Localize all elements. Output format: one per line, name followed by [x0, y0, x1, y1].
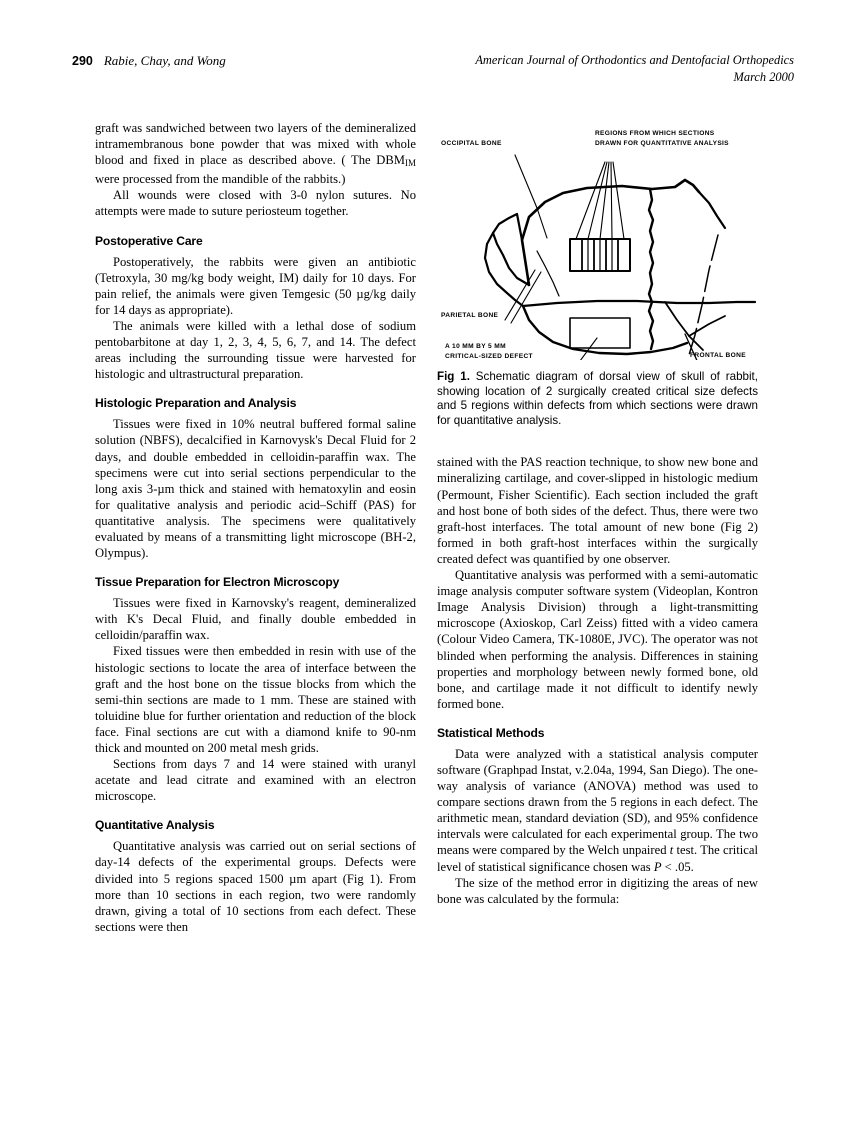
heading-histologic-preparation: Histologic Preparation and Analysis	[95, 396, 297, 411]
running-head	[72, 52, 794, 92]
figure-label-occipital-bone: OCCIPITAL BONE	[441, 140, 502, 147]
paragraph-postoperative: Postoperatively, the rabbits were given an antibiotic (Tetroxyla, 30 mg/kg body weight, IM) daily for 10 days. For pain relief, the animals were given Temgesic (50 µg/kg daily for 14 days as appropriate).	[95, 254, 416, 317]
figure-1	[437, 120, 758, 428]
paragraph-killed: The animals were killed with a lethal dose of sodium pentobarbitone at day 1, 2, 3, 4, 5, 6, 7, and 14. The defect areas including the surrounding tissue were harvested for histologic and ultrastructural preparation.	[95, 318, 416, 382]
paragraph-fixed-tissues: Fixed tissues were then embedded in resin with use of the histologic sections to locate the area of interface between the graft and the host bone on the tissue blocks from which the semi-thin sections are made to 1 mm. These are stained with toluidine blue for further orientation and reduction of the block face. Final sections are cut with a diamond knife to 90-nm thick and mounted on 200 metal mesh grids.	[95, 644, 416, 755]
figure-label-regions-line1: REGIONS FROM WHICH SECTIONS	[595, 130, 715, 137]
figure-label-parietal-bone: PARIETAL BONE	[441, 312, 499, 319]
figure-1-caption-label: Fig 1.	[437, 370, 470, 383]
paragraph-statistics-part2: test. The critical level of statistical significance chosen was	[437, 843, 758, 874]
page-number: 290	[72, 54, 93, 68]
paragraph-sections-days: Sections from days 7 and 14 were stained with uranyl acetate and lead citrate and examined with an electron microscope.	[95, 757, 416, 804]
figure-1-caption	[437, 370, 758, 428]
paragraph-graft-part2: were processed from the mandible of the rabbits.)	[95, 172, 346, 187]
figure-label-defect-line2: CRITICAL-SIZED DEFECT	[445, 353, 533, 360]
running-head-left	[72, 52, 226, 70]
heading-statistical-methods: Statistical Methods	[437, 725, 545, 740]
running-head-authors: Rabie, Chay, and Wong	[103, 53, 226, 68]
paragraph-wounds: All wounds were closed with 3-0 nylon sutures. No attempts were made to suture periosteum together.	[95, 188, 416, 219]
paragraph-graft-part1: graft was sandwiched between two layers of the demineralized intramembranous bone powder that was mixed with whole blood and fixed in place as described above. ( The DBM	[95, 121, 416, 168]
paragraph-image-analysis: Quantitative analysis was performed with a semi-automatic image analysis computer software system (Videoplan, Kontron Image Analysis Division) through a light-transmitting microscope (Axioskop, Carl Zeiss) fitted with a video camera (Colour Video Camera, TK-1080E, JVC). The operator was not blinded when performing the analysis. Differences in staining properties and morphology between newly formed bone, old bone, and cartilage made it not difficult to identify newly formed bone.	[437, 568, 758, 711]
paragraph-graft	[95, 120, 416, 187]
dbm-subscript: IM	[405, 158, 416, 169]
paragraph-pas-stain: stained with the PAS reaction technique, to show new bone and mineralizing cartilage, and cover-slipped in histologic medium (Permount, Fisher Scientific). Each section included the graft and host bone of both sides of the defect. Thus, there were two graft-host interfaces. The total amount of new bone (Fig 2) formed in both graft-host interfaces within the surgically created defect was quantified by one observer.	[437, 455, 758, 566]
journal-title: American Journal of Orthodontics and Dentofacial Orthopedics	[475, 53, 794, 67]
p-value-symbol: P	[653, 859, 662, 874]
heading-postoperative-care: Postoperative Care	[95, 233, 203, 248]
figure-1-caption-text: Schematic diagram of dorsal view of skull of rabbit, showing location of 2 surgically created critical size defects and 5 regions within defects from which sections were drawn for quantitative analysis.	[437, 370, 758, 427]
right-column	[437, 120, 758, 907]
running-head-right	[475, 52, 794, 86]
figure-label-regions-line2: DRAWN FOR QUANTITATIVE ANALYSIS	[595, 140, 729, 147]
figure-label-frontal-bone: FRONTAL BONE	[690, 352, 746, 359]
t-test-symbol: t	[669, 843, 674, 858]
paragraph-quantitative: Quantitative analysis was carried out on serial sections of day-14 defects of the experimental groups. Defects were divided into 5 regions spaced 1500 µm apart (Fig 1). From more than 10 sections in each region, two were randomly drawn, giving a total of 10 sections from each defect. These sections were then	[95, 839, 416, 934]
left-column	[95, 120, 416, 935]
paragraph-statistics-part1: Data were analyzed with a statistical analysis computer software (Graphpad Instat, v.2.04a, 1994, San Diego). The one-way analysis of variance (ANOVA) method was used to compare sections drawn from the 5 regions in each defect. The arithmetic mean, standard deviation (SD), and 95% confidence intervals were calculated for each experimental group. The two means were compared by the Welch unpaired	[437, 746, 758, 858]
heading-quantitative-analysis: Quantitative Analysis	[95, 818, 215, 833]
paragraph-tissues-fixed: Tissues were fixed in 10% neutral buffered formal saline solution (NBFS), decalcified in Karnovysk's Decal Fluid for 2 days, and double embedded in celloidin-paraffin wax. The specimens were cut into serial sections perpendicular to the long axis 3-µm thick and stained with hematoxylin and eosin for qualitative analysis and periodic acid–Schiff (PAS) for quantitative analysis. The specimens were qualitatively evaluated by means of a transmitting light microscope (BH-2, Olympus).	[95, 417, 416, 561]
paragraph-statistics	[437, 746, 758, 875]
issue-date: March 2000	[733, 70, 794, 84]
paragraph-method-error: The size of the method error in digitizing the areas of new bone was calculated by the formula:	[437, 875, 758, 906]
figure-1-artwork	[437, 120, 758, 360]
paragraph-statistics-part3: < .05.	[661, 859, 694, 874]
figure-label-defect-line1: A 10 MM BY 5 MM	[445, 343, 506, 350]
paragraph-karnovsky: Tissues were fixed in Karnovsky's reagent, demineralized with K's Decal Fluid, and finally double embedded in celloidin/paraffin wax.	[95, 596, 416, 643]
heading-tissue-preparation-em: Tissue Preparation for Electron Microscopy	[95, 575, 340, 590]
figure-spacer	[437, 428, 758, 454]
